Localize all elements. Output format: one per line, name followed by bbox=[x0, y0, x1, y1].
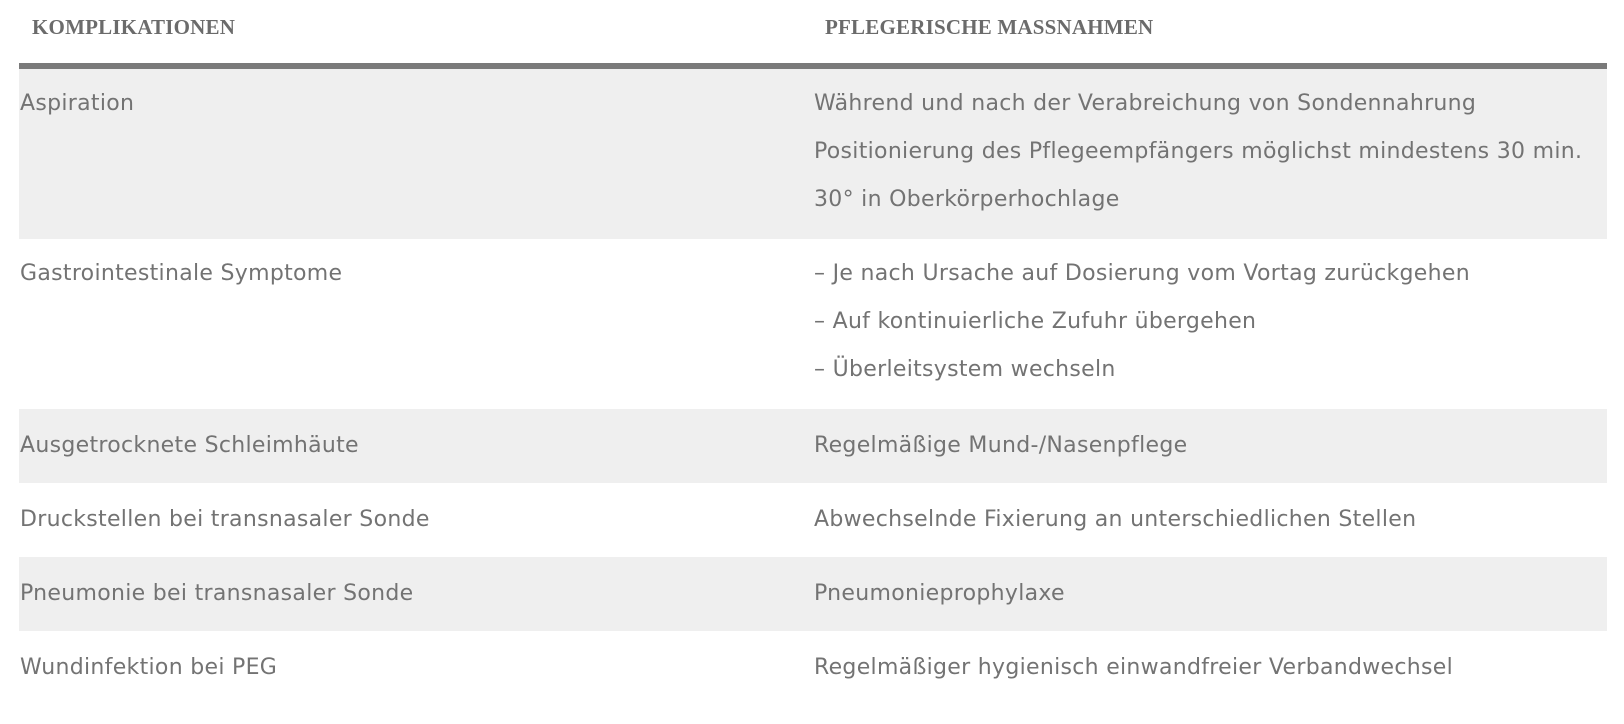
table-row bbox=[19, 631, 1607, 705]
table-header bbox=[19, 0, 1607, 69]
complication-cell: Druckstellen bei transnasaler Sonde bbox=[20, 507, 430, 532]
measure-line: Abwechselnde Fixierung an unterschiedlichen Stellen bbox=[814, 507, 1417, 532]
measure-line: – Überleitsystem wechseln bbox=[814, 357, 1116, 382]
measure-line: 30° in Oberkörperhochlage bbox=[814, 187, 1120, 212]
table-row bbox=[19, 239, 1607, 409]
table-row bbox=[19, 483, 1607, 557]
header-pflegerische-massnahmen: PFLEGERISCHE MASSNAHMEN bbox=[825, 15, 1154, 39]
measure-line: Während und nach der Verabreichung von Sondennahrung bbox=[814, 91, 1477, 116]
table-row bbox=[19, 69, 1607, 239]
complications-table bbox=[19, 0, 1607, 705]
table-row bbox=[19, 557, 1607, 631]
measure-line: Regelmäßiger hygienisch einwandfreier Verbandwechsel bbox=[814, 655, 1454, 680]
complication-cell: Pneumonie bei transnasaler Sonde bbox=[20, 581, 414, 606]
measure-line: – Je nach Ursache auf Dosierung vom Vortag zurückgehen bbox=[814, 261, 1470, 286]
complication-cell: Gastrointestinale Symptome bbox=[20, 261, 343, 286]
measure-line: Regelmäßige Mund-/Nasenpflege bbox=[814, 433, 1188, 458]
complication-cell: Ausgetrocknete Schleimhäute bbox=[20, 433, 359, 458]
header-komplikationen: KOMPLIKATIONEN bbox=[32, 15, 236, 39]
measure-line: – Auf kontinuierliche Zufuhr übergehen bbox=[814, 309, 1257, 334]
complication-cell: Wundinfektion bei PEG bbox=[20, 655, 278, 680]
measure-line: Positionierung des Pflegeempfängers möglichst mindestens 30 min. bbox=[814, 139, 1583, 164]
table-row bbox=[19, 409, 1607, 483]
measure-line: Pneumonieprophylaxe bbox=[814, 581, 1065, 606]
complication-cell: Aspiration bbox=[20, 91, 135, 116]
